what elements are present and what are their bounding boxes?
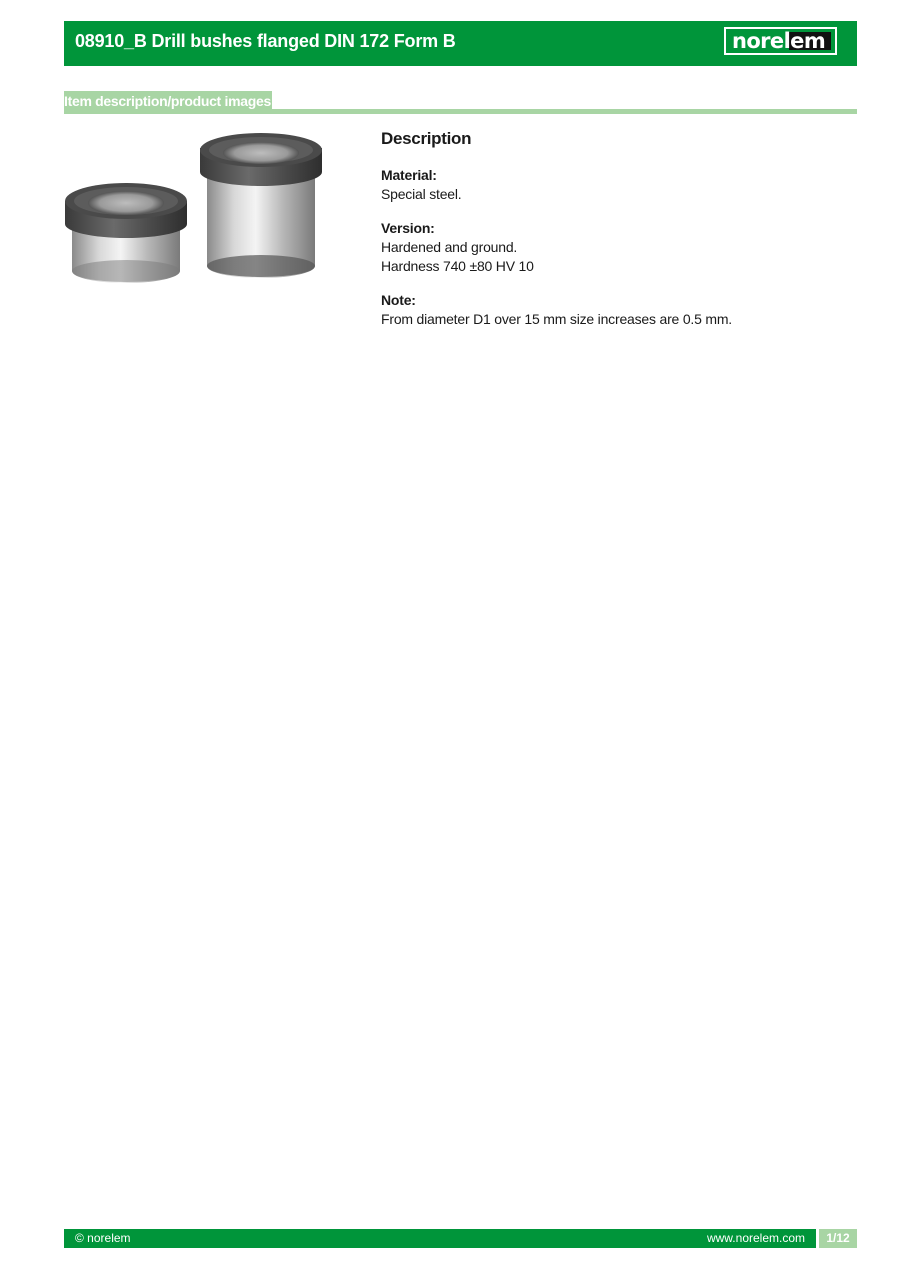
note-label: Note: (381, 292, 416, 308)
tall-bush (200, 133, 322, 278)
version-block (381, 219, 851, 276)
small-bush (65, 183, 187, 283)
header-bar (64, 21, 857, 66)
material-label: Material: (381, 167, 437, 183)
description-heading: Description (381, 129, 472, 148)
product-image (62, 126, 327, 290)
description-panel (381, 129, 851, 344)
norelem-logo (724, 27, 837, 55)
material-value: Special steel. (381, 186, 462, 202)
footer-copyright: © norelem (75, 1231, 131, 1245)
page-title: 08910_B Drill bushes flanged DIN 172 Form B (75, 31, 456, 51)
logo-text: norelem (732, 29, 826, 53)
footer-website-link[interactable]: www.norelem.com (706, 1231, 805, 1245)
note-block (381, 291, 851, 329)
material-block (381, 166, 851, 204)
version-label: Version: (381, 220, 435, 236)
section-label: Item description/product images (64, 93, 271, 109)
footer-bar (64, 1229, 816, 1248)
note-value: From diameter D1 over 15 mm size increases are 0.5 mm. (381, 311, 732, 327)
version-line: Hardness 740 ±80 HV 10 (381, 258, 534, 274)
version-line: Hardened and ground. (381, 239, 518, 255)
page-number: 1/12 (819, 1229, 857, 1248)
